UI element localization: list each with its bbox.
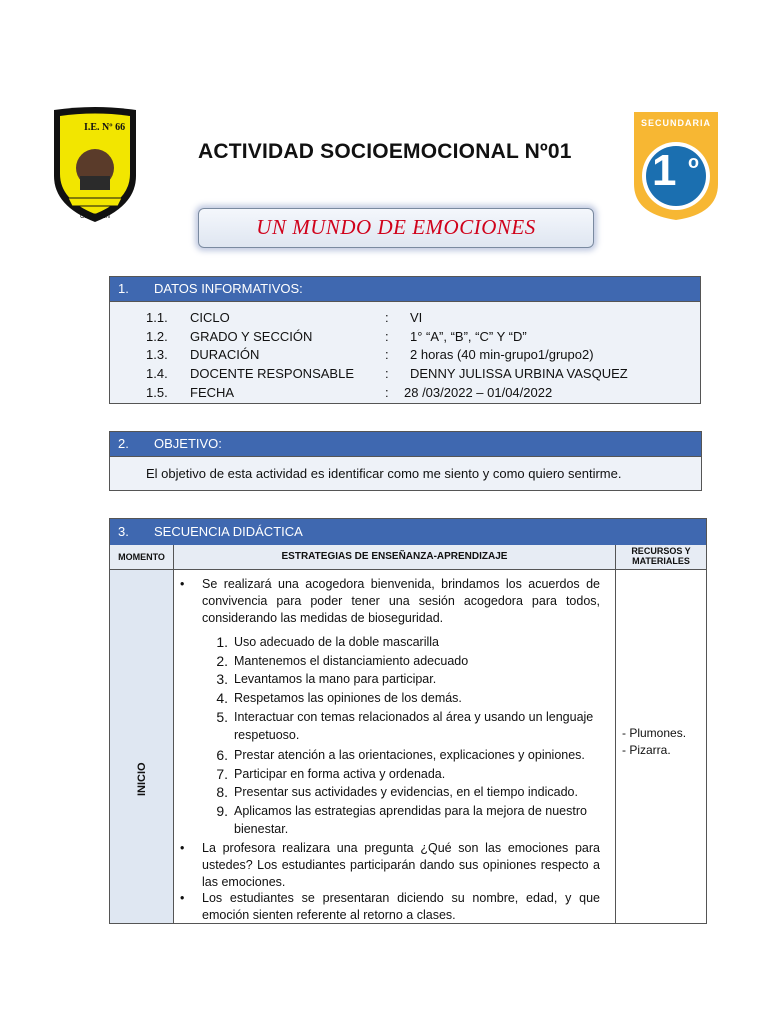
bullet-text: Se realizará una acogedora bienvenida, brindamos los acuerdos de convivencia para poder tener una sesión acogedora para todos, considerando las medidas de bioseguridad. [202, 577, 600, 625]
item-text: Aplicamos las estrategias aprendidas para la mejora de nuestro bienestar. [234, 804, 587, 836]
subtitle: UN MUNDO DE EMOCIONES [256, 215, 536, 239]
item-text: Respetamos las opiniones de los demás. [234, 691, 462, 705]
logo-text: I.E. Nº 66 [84, 122, 126, 133]
badge-grade-sup: o [688, 152, 699, 172]
item-text: Interactuar con temas relacionados al área y usando un lenguaje respetuoso. [234, 710, 594, 742]
grade-badge [630, 108, 722, 222]
secuencia-section [109, 518, 707, 924]
item-number: 4. [216, 690, 228, 706]
section-header [110, 432, 701, 457]
row-colon: : [385, 329, 389, 344]
bullet-marker: • [180, 891, 185, 905]
row-number: 1.5. [146, 385, 168, 400]
item-number: 9. [216, 803, 228, 819]
section-title: DATOS INFORMATIVOS: [154, 281, 303, 296]
momento-cell [110, 570, 173, 923]
item-text: Participar en forma activa y ordenada. [234, 767, 446, 781]
section-number: 3. [118, 524, 129, 539]
recurso-item: - Plumones. [622, 726, 687, 740]
row-number: 1.1. [146, 310, 168, 325]
section-number: 2. [118, 436, 129, 451]
page-title: ACTIVIDAD SOCIOEMOCIONAL Nº01 [198, 140, 572, 163]
item-number: 7. [216, 766, 228, 782]
item-number: 6. [216, 747, 228, 763]
item-text: Uso adecuado de la doble mascarilla [234, 635, 439, 649]
row-value: VI [410, 310, 423, 325]
school-logo [50, 106, 140, 224]
section-header [110, 277, 700, 302]
row-colon: : [385, 385, 389, 400]
item-number: 8. [216, 784, 228, 800]
row-colon: : [385, 366, 389, 381]
subtitle-box [198, 208, 594, 248]
row-label: CICLO [190, 310, 230, 325]
item-number: 2. [216, 653, 228, 669]
col-recursos-line2: MATERIALES [632, 556, 690, 566]
objetivo-section [109, 431, 702, 491]
bullet-text: Los estudiantes se presentaran diciendo su nombre, edad, y que emoción sienten referente al retorno a clases. [202, 891, 600, 922]
item-text: Levantamos la mano para participar. [234, 672, 437, 686]
row-label: DURACIÓN [190, 347, 260, 362]
bullet-marker: • [180, 841, 185, 855]
col-recursos [616, 545, 706, 570]
list-item [180, 890, 600, 924]
item-number: 3. [216, 671, 228, 687]
recurso-item: - Pizarra. [622, 743, 671, 757]
row-colon: : [385, 310, 389, 325]
col-momento: MOMENTO [110, 545, 173, 570]
column-divider [615, 545, 616, 923]
row-number: 1.2. [146, 329, 168, 344]
col-recursos-line1: RECURSOS Y [631, 546, 691, 556]
bullet-marker: • [180, 577, 185, 591]
row-value: DENNY JULISSA URBINA VASQUEZ [410, 366, 628, 381]
item-text: Presentar sus actividades y evidencias, en el tiempo indicado. [234, 785, 578, 799]
list-item [180, 840, 600, 891]
column-divider [173, 545, 174, 923]
row-label: FECHA [190, 385, 235, 400]
item-number: 5. [216, 709, 228, 725]
svg-text:CHEQUÉN: CHEQUÉN [79, 214, 111, 220]
section-header [110, 519, 706, 546]
section-title: SECUENCIA DIDÁCTICA [154, 524, 303, 539]
section-title: OBJETIVO: [154, 436, 222, 451]
row-label: GRADO Y SECCIÓN [190, 329, 313, 344]
item-number: 1. [216, 634, 228, 650]
datos-informativos-section [109, 276, 701, 404]
row-value: 28 /03/2022 – 01/04/2022 [404, 385, 553, 400]
item-text: Prestar atención a las orientaciones, explicaciones y opiniones. [234, 748, 585, 762]
section-number: 1. [118, 281, 129, 296]
item-text: Mantenemos el distanciamiento adecuado [234, 654, 469, 668]
badge-grade: 1 [652, 146, 677, 195]
row-label: DOCENTE RESPONSABLE [190, 366, 354, 381]
row-colon: : [385, 347, 389, 362]
row-number: 1.4. [146, 366, 168, 381]
row-number: 1.3. [146, 347, 168, 362]
momento-label: INICIO [136, 762, 148, 796]
badge-label: SECUNDARIA [640, 118, 711, 128]
bullet-text: La profesora realizara una pregunta ¿Qué son las emociones para ustedes? Los estudiantes participarán dando sus opiniones respecto a las emociones. [202, 841, 600, 889]
row-value: 2 horas (40 min-grupo1/grupo2) [410, 347, 594, 362]
objetivo-text: El objetivo de esta actividad es identificar como me siento y como quiero sentirme. [146, 466, 622, 481]
list-item [180, 576, 600, 627]
row-value: 1° “A”, “B”, “C” Y “D” [410, 329, 527, 344]
col-estrategias: ESTRATEGIAS DE ENSEÑANZA-APRENDIZAJE [174, 545, 615, 570]
